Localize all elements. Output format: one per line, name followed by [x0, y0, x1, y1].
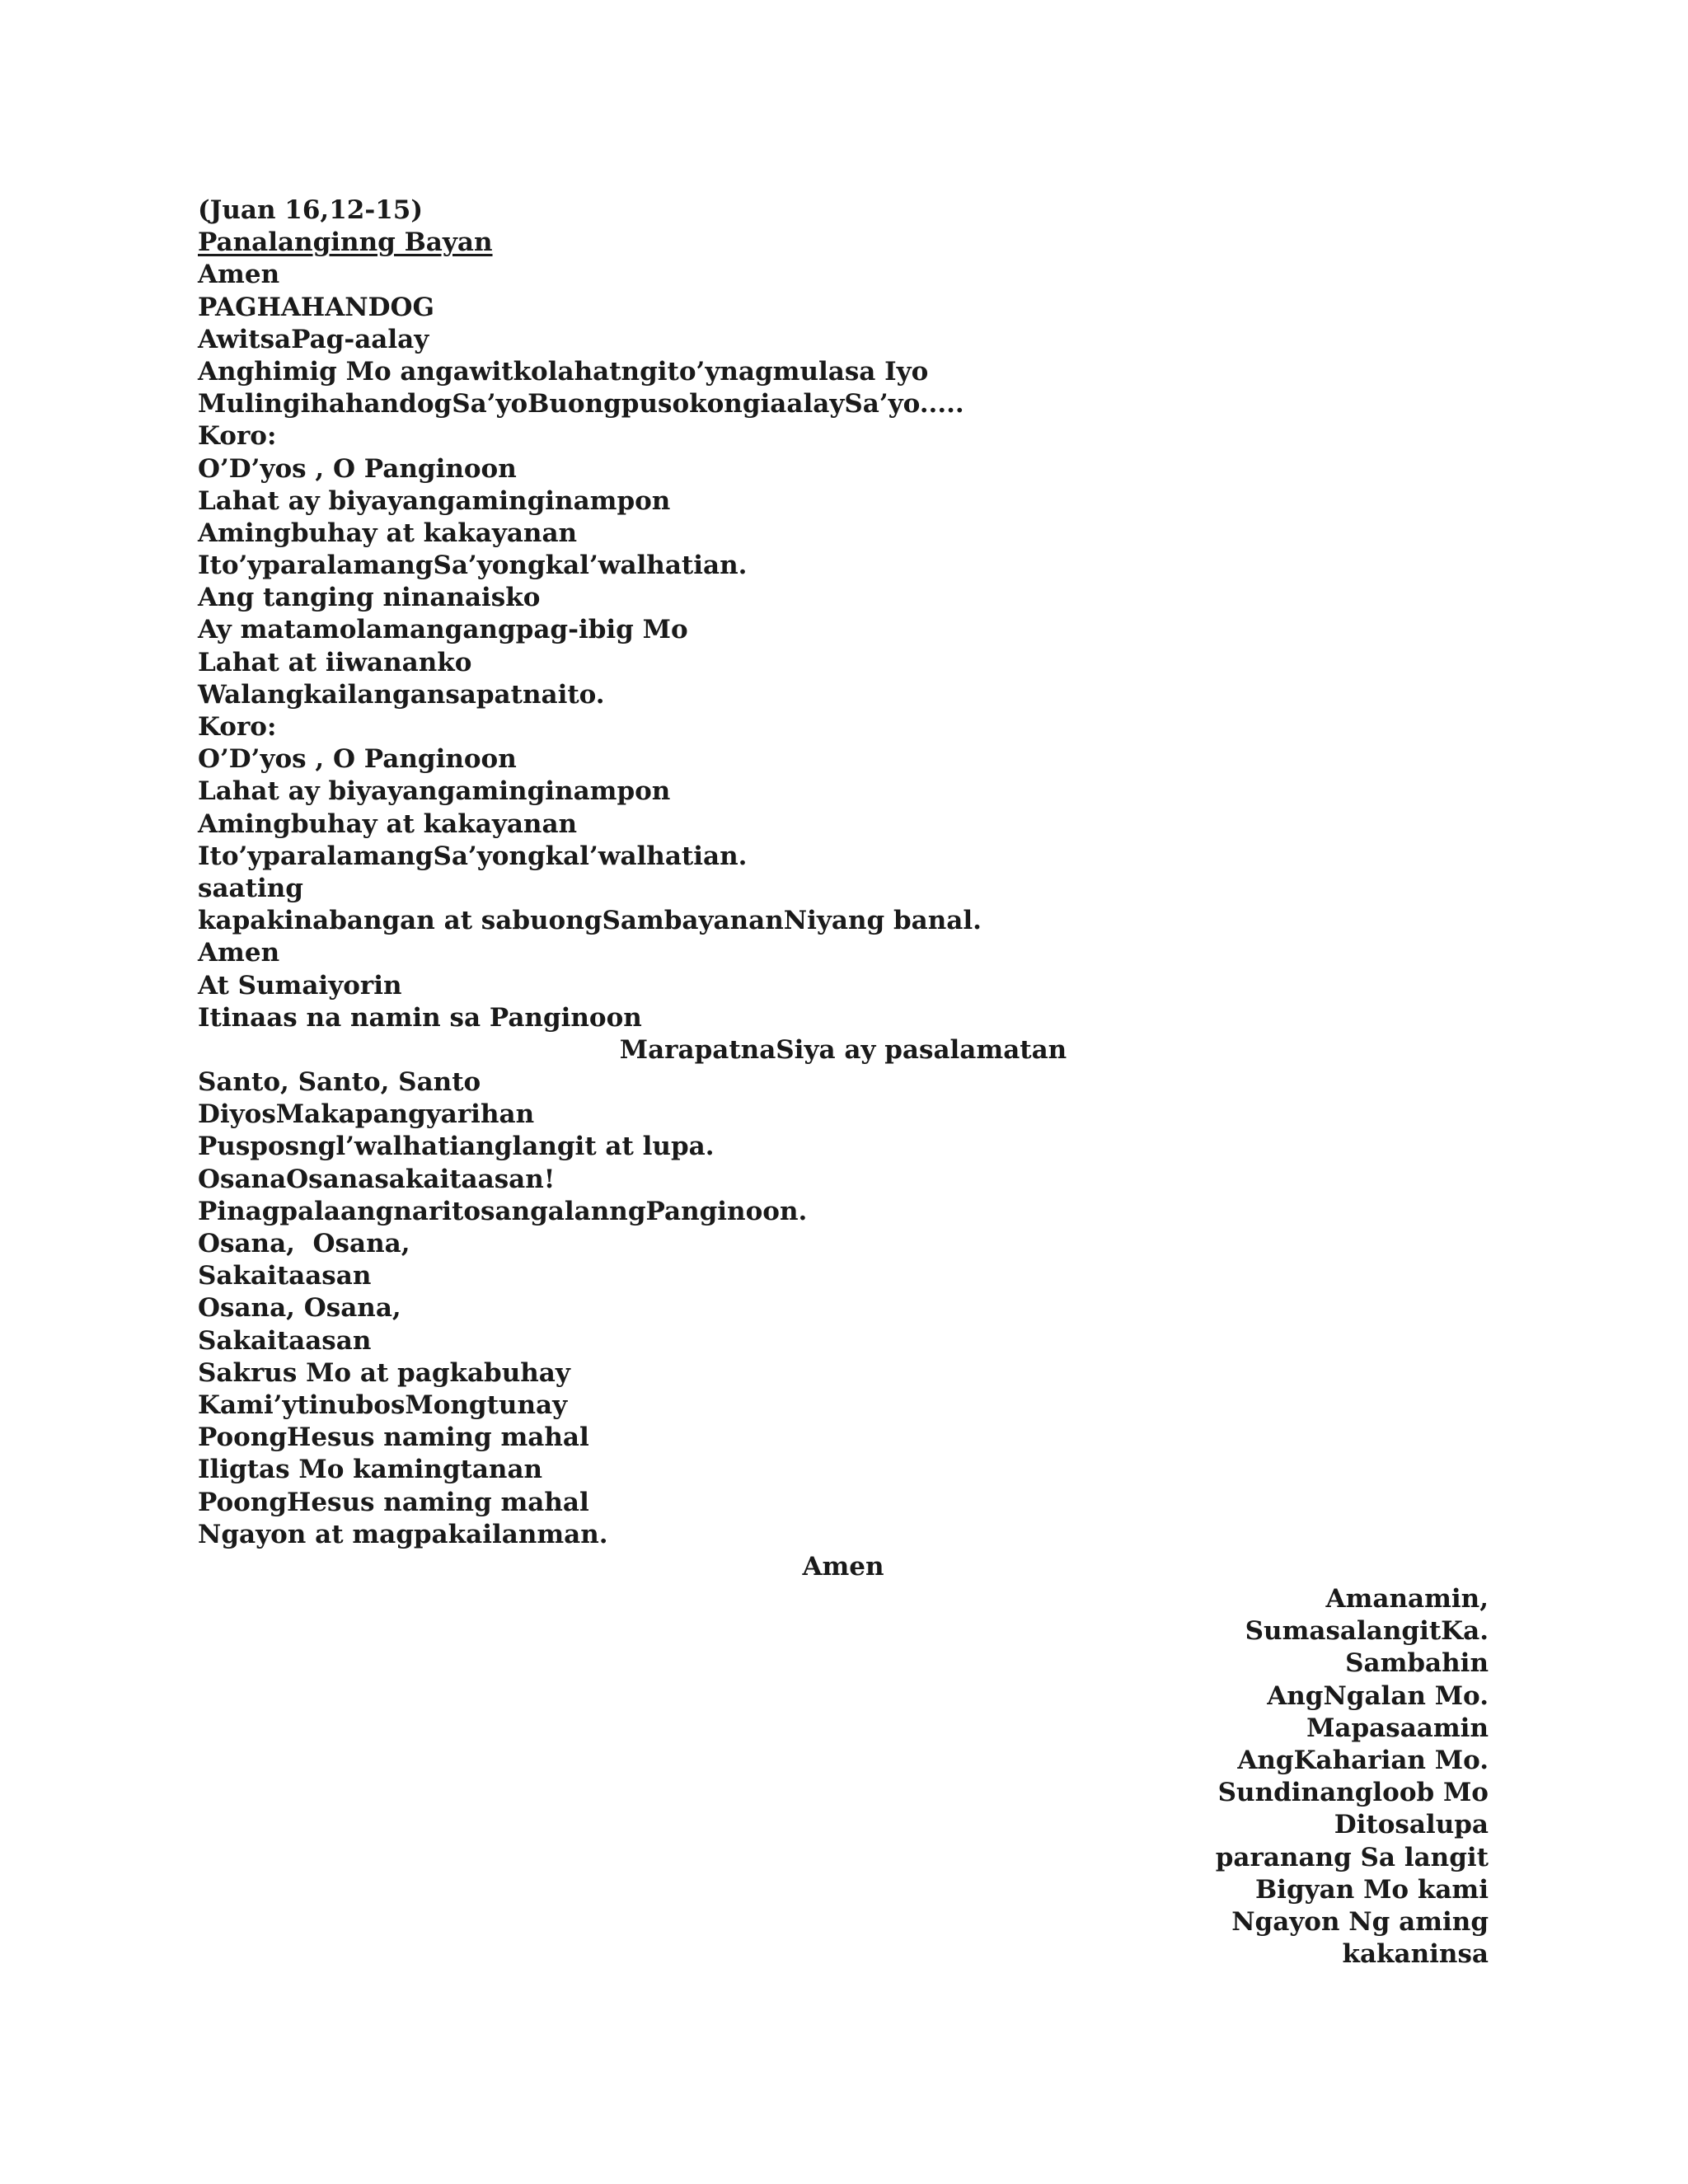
lyric-line: Walangkailangansapatnaito. — [198, 679, 605, 710]
prayer-line: Ditosalupa — [1334, 1810, 1489, 1840]
prayer-line: Ngayon Ng aming — [1231, 1906, 1489, 1937]
lyric-line: Ngayon at magpakailanman. — [198, 1519, 608, 1549]
lyric-line: PinagpalaangnaritosangalanngPanginoon. — [198, 1196, 808, 1226]
lyric-line: Ito’yparalamangSa’yongkal’walhatian. — [198, 841, 748, 871]
lyric-line: Amingbuhay at kakayanan — [198, 518, 578, 548]
prayer-line: Sundinangloob Mo — [1217, 1778, 1489, 1808]
lyric-line: DiyosMakapangyarihan — [198, 1099, 535, 1130]
lyric-line: Pusposngl’walhatianglangit at lupa. — [198, 1132, 715, 1162]
text-line: Amen — [198, 260, 280, 290]
prayer-line: SumasalangitKa. — [1245, 1616, 1489, 1647]
scripture-reference: (Juan 16,12-15) — [198, 195, 424, 225]
lyric-line: Osana, Osana, — [198, 1229, 410, 1258]
lyric-line: O’D’yos , O Panginoon — [198, 744, 517, 775]
lyric-line: Sakaitaasan — [198, 1261, 372, 1291]
prayer-line: Amanamin, — [1325, 1584, 1489, 1615]
lyric-line: Osana, Osana, — [198, 1293, 401, 1324]
section-heading-prayer: Panalanginng Bayan — [198, 227, 493, 258]
text-line: kapakinabangan at sabuongSambayananNiyang banal. — [198, 906, 982, 936]
prayer-line: AngKaharian Mo. — [1237, 1746, 1489, 1775]
song-title: AwitsaPag-aalay — [198, 324, 429, 354]
lyric-line: O’D’yos , O Panginoon — [198, 453, 517, 484]
prayer-line: Sambahin — [1345, 1648, 1489, 1679]
prayer-line: Bigyan Mo kami — [1254, 1874, 1489, 1905]
lyric-line: Sakrus Mo at pagkabuhay — [198, 1357, 570, 1388]
lyric-line: Ang tanging ninanaisko — [198, 583, 541, 613]
document-body — [198, 194, 1489, 1971]
text-line: Amen — [198, 938, 280, 968]
centered-line: MarapatnaSiya ay pasalamatan — [619, 1034, 1067, 1065]
lyric-line: Ito’yparalamangSa’yongkal’walhatian. — [198, 551, 748, 581]
lyric-line: PoongHesus naming mahal — [198, 1422, 589, 1453]
lyric-line: MulingihahandogSa’yoBuongpusokongiaalaySa’yo..... — [198, 389, 964, 419]
chorus-label: Koro: — [198, 712, 277, 742]
lyric-line: Lahat at iiwananko — [198, 647, 472, 677]
lyric-line: PoongHesus naming mahal — [198, 1487, 589, 1517]
lyric-line: Anghimig Mo angawitkolahatngito’ynagmulasa Iyo — [198, 356, 929, 387]
lyric-line: Kami’ytinubosMongtunay — [198, 1390, 568, 1420]
chorus-label: Koro: — [198, 421, 277, 452]
text-line: At Sumaiyorin — [198, 970, 402, 1001]
lyric-line: Santo, Santo, Santo — [198, 1067, 481, 1098]
lyric-line: Iligtas Mo kamingtanan — [198, 1455, 543, 1485]
section-heading-offertory: PAGHAHANDOG — [198, 292, 434, 322]
prayer-line: Mapasaamin — [1306, 1713, 1489, 1743]
lyric-line: Amingbuhay at kakayanan — [198, 808, 578, 839]
prayer-line: paranang Sa langit — [1215, 1842, 1489, 1872]
prayer-line: kakaninsa — [1342, 1939, 1489, 1970]
lyric-line: Ay matamolamangangpag-ibig Mo — [198, 615, 688, 645]
lyric-line: OsanaOsanasakaitaasan! — [198, 1164, 556, 1194]
text-line: saating — [198, 873, 303, 903]
lyric-line: Sakaitaasan — [198, 1325, 372, 1356]
centered-line: Amen — [802, 1551, 884, 1582]
lyric-line: Lahat ay biyayangaminginampon — [198, 776, 671, 807]
lyric-line: Lahat ay biyayangaminginampon — [198, 485, 671, 516]
text-line: Itinaas na namin sa Panginoon — [198, 1002, 642, 1033]
prayer-line: AngNgalan Mo. — [1267, 1680, 1489, 1711]
